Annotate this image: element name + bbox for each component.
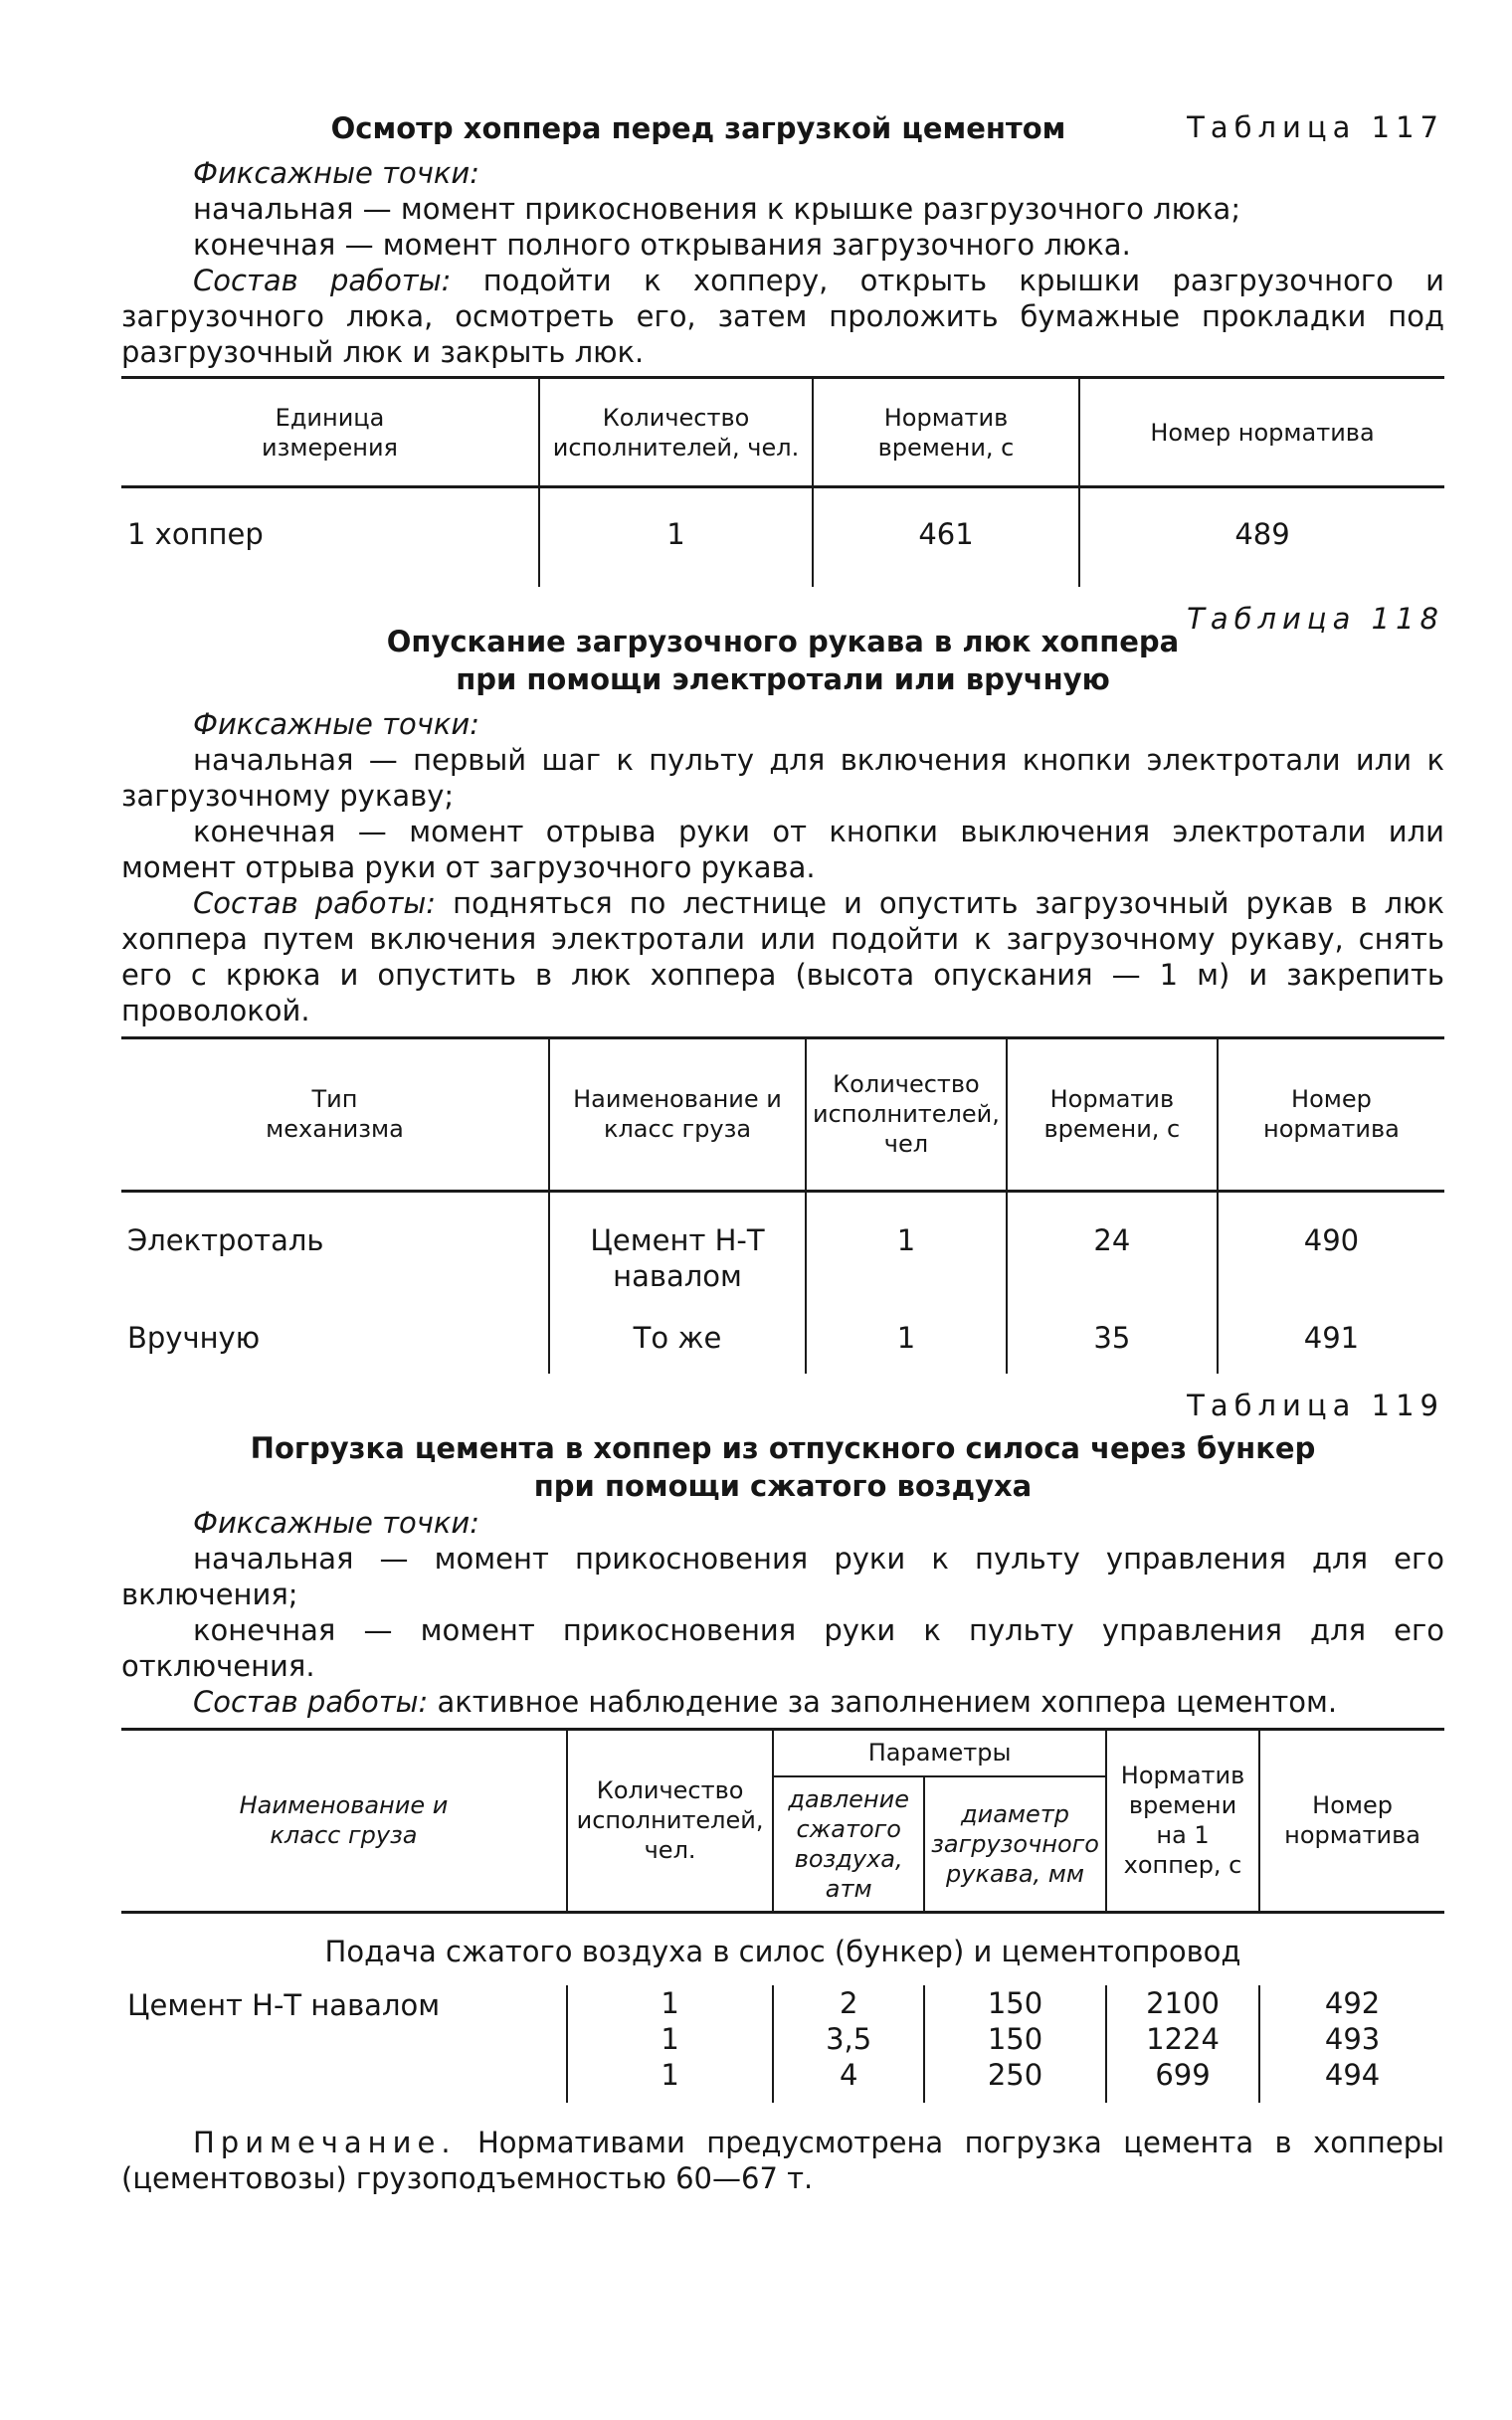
- t117-col-time: Норматив времени, с: [813, 378, 1079, 487]
- table-row: 1 3,5 150 1224 493: [121, 2021, 1444, 2057]
- t119-subcaption: Подача сжатого воздуха в силос (бункер) и цементопровод: [324, 1934, 1241, 1968]
- t117-title: Осмотр хоппера перед загрузкой цементом: [330, 111, 1066, 145]
- t119-table: [121, 1728, 1444, 2103]
- table-row: 1 хоппер 1 461 489: [121, 487, 1444, 587]
- t118-title-line2: при помощи электротали или вручную: [456, 661, 1110, 696]
- t119-work: Состав работы: активное наблюдение за заполнением хоппера цементом.: [193, 1684, 1338, 1719]
- t119-col-count: Количество исполнителей, чел.: [567, 1729, 773, 1912]
- t118-header: [121, 599, 1444, 706]
- t119-label: Таблица 119: [1187, 1388, 1444, 1422]
- t118-col-cargo: Наименование и класс груза: [549, 1037, 806, 1191]
- table-row: Вручную То же 1 35 491: [121, 1314, 1444, 1374]
- t119-col-number: Номер норматива: [1259, 1729, 1444, 1912]
- t119-col-params: Параметры: [773, 1729, 1106, 1776]
- table-row: Электроталь Цемент Н-Т навалом 1 24 490: [121, 1191, 1444, 1314]
- t119-fix-end: конечная — момент прикосновения руки к пульту управления для его отключения.: [121, 1612, 1444, 1683]
- t119-col-pressure: давление сжатого воздуха, атм: [773, 1776, 924, 1912]
- t118-label: Таблица 118: [1187, 601, 1444, 636]
- t117-col-unit: Единица измерения: [121, 378, 539, 487]
- table-row: Цемент Н-Т навалом 1 2 150 2100 492: [121, 1985, 1444, 2021]
- t118-col-time: Норматив времени, с: [1007, 1037, 1218, 1191]
- t117-label: Таблица 117: [1187, 110, 1444, 144]
- t117-header: [121, 109, 1444, 155]
- t119-col-norm: Норматив времени на 1 хоппер, с: [1106, 1729, 1259, 1912]
- t118-work: Состав работы: подняться по лестнице и опустить загрузочный рукав в люк хоппера путем включения электротали или подойти к загрузочному рукаву, снять его с крюка и опустить в люк хоппера (высота опускания — 1 м) и закрепить проволокой.: [121, 885, 1444, 1027]
- t118-col-number: Номер норматива: [1218, 1037, 1444, 1191]
- t119-header: [121, 1388, 1444, 1505]
- t119-col-name: Наименование и класс груза: [121, 1729, 567, 1912]
- t118-col-type: Тип механизма: [121, 1037, 549, 1191]
- t119-cargo: Цемент Н-Т навалом: [127, 1987, 441, 2022]
- t119-fix-start: начальная — момент прикосновения руки к пульту управления для его включения;: [121, 1541, 1444, 1611]
- t118-fix-end: конечная — момент отрыва руки от кнопки выключения электротали или момент отрыва руки от загрузочного рукава.: [121, 814, 1444, 884]
- t117-fix-end: конечная — момент полного открывания загрузочного люка.: [193, 228, 1131, 262]
- t119-title-line2: при помощи сжатого воздуха: [533, 1468, 1033, 1503]
- table-row: 1 4 250 699 494: [121, 2057, 1444, 2103]
- t118-fix-heading: Фиксажные точки:: [193, 706, 479, 741]
- t117-fix-heading: Фиксажные точки:: [193, 156, 479, 190]
- document-page: [121, 109, 1444, 2196]
- t117-fix-start: начальная — момент прикосновения к крышке разгрузочного люка;: [193, 192, 1241, 226]
- note: Примечание. Нормативами предусмотрена погрузка цемента в хопперы (цементовозы) грузоподъемностью 60—67 т.: [121, 2125, 1444, 2195]
- t118-title-line1: Опускание загрузочного рукава в люк хоппера: [386, 624, 1180, 658]
- t117-col-number: Номер норматива: [1079, 378, 1444, 487]
- t117-work: Состав работы: подойти к хопперу, открыть крышки разгрузочного и загрузочного люка, осмотреть его, затем проложить бумажные прокладки под разгрузочный люк и закрыть люк.: [121, 264, 1444, 369]
- t119-fix-heading: Фиксажные точки:: [193, 1505, 479, 1540]
- t119-title-line1: Погрузка цемента в хоппер из отпускного силоса через бункер: [250, 1430, 1316, 1465]
- t117-table: [121, 376, 1444, 587]
- t118-fix-start: начальная — первый шаг к пульту для включения кнопки электротали или к загрузочному рукаву;: [121, 742, 1444, 813]
- t117-col-count: Количество исполнителей, чел.: [539, 378, 813, 487]
- t118-col-count: Количество исполнителей, чел: [806, 1037, 1007, 1191]
- t119-col-diameter: диаметр загрузочного рукава, мм: [924, 1776, 1106, 1912]
- t118-table: [121, 1036, 1444, 1374]
